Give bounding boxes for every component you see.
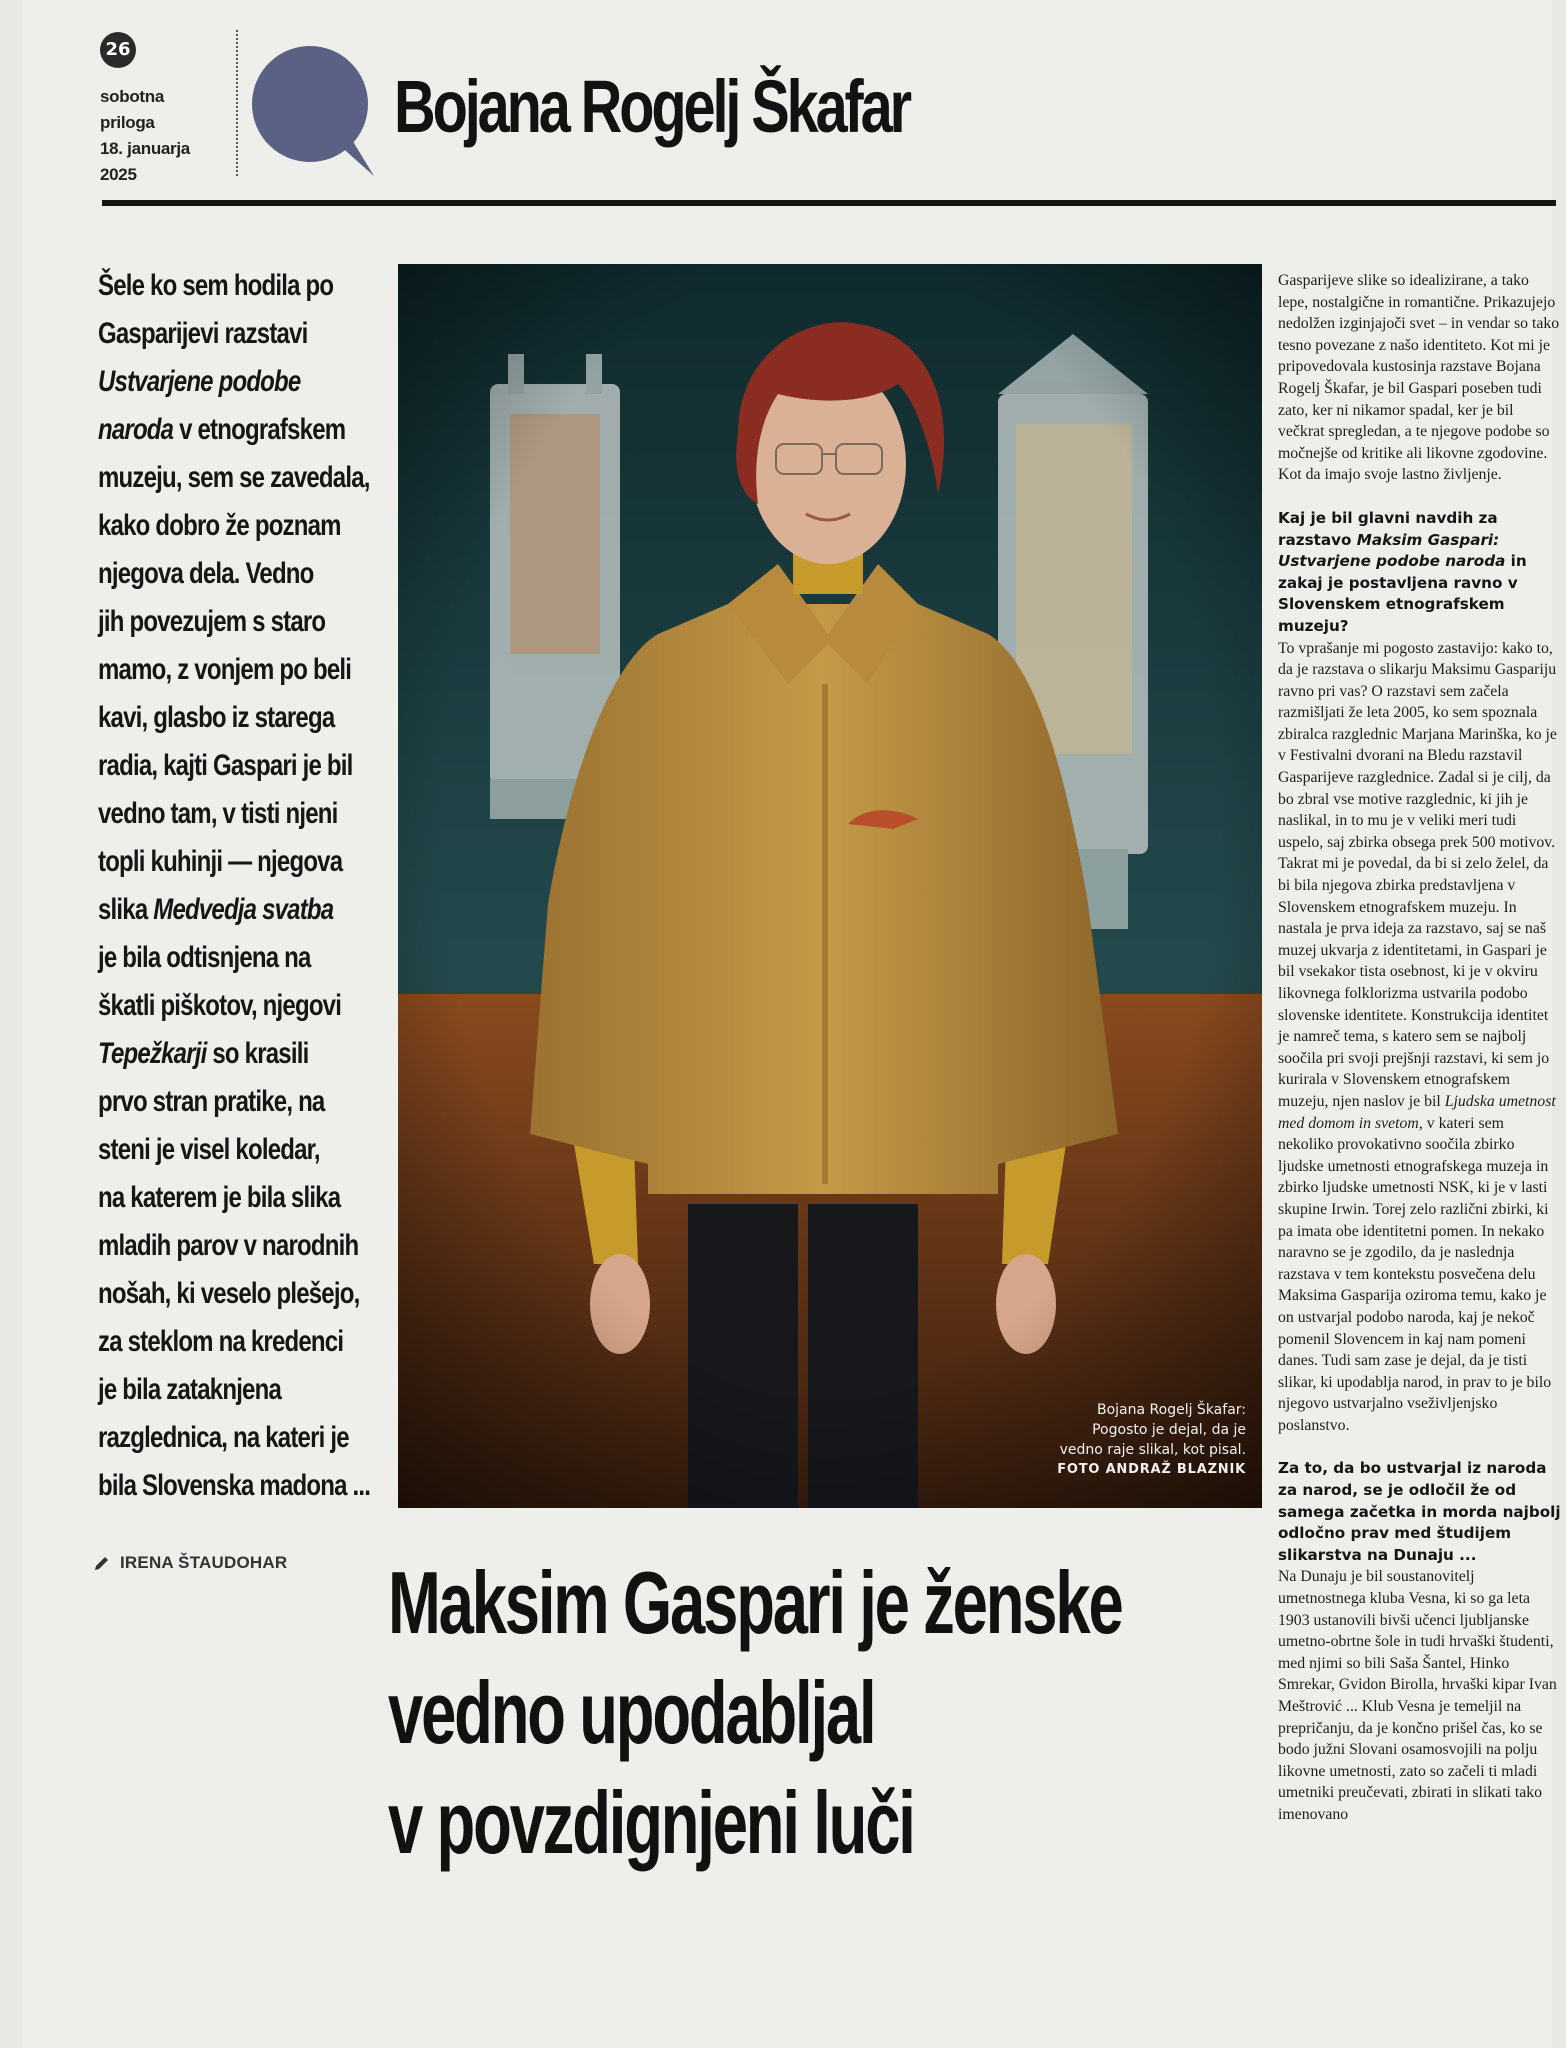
newspaper-page bbox=[22, 0, 1561, 2048]
lead-line: vedno tam, v tisti njeni bbox=[98, 797, 338, 830]
article-body bbox=[1278, 270, 1562, 1826]
lead-line: je bila odtisnjena na bbox=[98, 941, 311, 974]
lead-line: Gasparijevi razstavi bbox=[98, 317, 308, 350]
lead-line: bila Slovenska madona ... bbox=[98, 1469, 371, 1502]
lead-line: nošah, ki veselo plešejo, bbox=[98, 1277, 360, 1310]
lead-line: mladih parov v narodnih bbox=[98, 1229, 359, 1262]
lead-line: steni je visel koledar, bbox=[98, 1133, 320, 1166]
lead-line: slika Medvedja svatba bbox=[98, 893, 334, 926]
byline bbox=[92, 1553, 287, 1573]
interview-answer: To vprašanje mi pogosto zastavijo: kako to, da je razstava o slikarju Maksimu Gaspariju ravno pri vas? O razstavi sem začela razmišljati že leta 2005, ko sem spoznala zbiralca razglednic Marjana Marinška, ko je v Festivalni dvorani na Bledu razstavil Gasparijeve razglednice. Zadal si je cilj, da bo zbral vse motive razglednic, ki jih je naslikal, in to mu je v veliki meri tudi uspelo, saj zbirka obsega prek 500 motivov. Takrat mi je povedal, da bi si zelo želel, da bi bila njegova zbirka predstavljena v Slovenskem etnografskem muzeju. In nastala je prva ideja za razstavo, saj se naš muzej ukvarja z identitetami, in Gaspari je bil vsekakor tista osebnost, ki je v okviru likovnega folklorizma ustvarila podobo slovenske identitete. Konstrukcija identitet je namreč tema, s katero sem se najbolj soočila pri svoji prejšnji razstavi, ki sem jo kurirala v Slovenskem etnografskem muzeju, njen naslov je bil Ljudska umetnost med domom in svetom, v kateri sem nekoliko provokativno soočila zbirko ljudske umetnosti etnografskega muzeja in zbirko ljudske umetnosti NSK, ki je v lasti skupine Irwin. Torej zelo različni zbirki, ki pa imata obe identitetni pomen. In nekako naravno se je zgodilo, da je naslednja razstava v tem kontekstu posvečena delu Maksima Gasparija oziroma temu, kako je on ustvarjal podobo naroda, kaj je nekoč pomenil Slovencem in kaj nam pomeni danes. Tudi sam zase je dejal, da je tisti slikar, ki upodablja narod, in prav to je bilo njegovo ustvarjalno vseživljenjsko poslanstvo. bbox=[1278, 639, 1557, 1434]
header-rule bbox=[102, 200, 1556, 206]
issue-line: priloga bbox=[100, 113, 155, 132]
lead-line: škatli piškotov, njegovi bbox=[98, 989, 342, 1022]
lead-line: za steklom na kredenci bbox=[98, 1325, 344, 1358]
lead-line: naroda v etnografskem bbox=[98, 413, 346, 446]
photo-caption bbox=[1006, 1400, 1246, 1480]
lead-line: topli kuhinji — njegova bbox=[98, 845, 343, 878]
issue-line: sobotna bbox=[100, 87, 165, 106]
body-paragraph: Gasparijeve slike so idealizirane, a tako lepe, nostalgične in romantične. Prikazujejo nedolžen izginjajoči svet – in vendar so tako tesno povezane z našo identiteto. Kot mi je pripovedovala kustosinja razstave Bojana Rogelj Škafar, je bil Gaspari poseben tudi zato, ker ni nikamor spadal, ker je bil večkrat spregledan, a te njegove podobe so močnejše od kritike ali likovne zgodovine. Kot da imajo svoje lastno življenje. bbox=[1278, 272, 1560, 484]
lead-line: kavi, glasbo iz starega bbox=[98, 701, 335, 734]
author-byline: IRENA ŠTAUDOHAR bbox=[120, 1553, 288, 1572]
page-number: 26 bbox=[100, 32, 136, 68]
caption-line: Bojana Rogelj Škafar: bbox=[1097, 1402, 1246, 1418]
pen-icon bbox=[92, 1553, 112, 1573]
interviewee-name: Bojana Rogelj Škafar bbox=[394, 65, 909, 148]
caption-line: vedno raje slikal, kot pisal. bbox=[1059, 1442, 1246, 1458]
lead-line: jih povezujem s staro bbox=[98, 605, 326, 638]
interview-question: Kaj je bil glavni navdih za razstavo Maksim Gaspari: Ustvarjene podobe naroda in zakaj je postavljena ravno v Slovenskem etnografskem muzeju? bbox=[1278, 508, 1527, 635]
issue-date: 18. januarja 2025 bbox=[100, 139, 190, 184]
lead-paragraph bbox=[98, 262, 408, 1510]
photo-credit: FOTO ANDRAŽ BLAZNIK bbox=[1057, 1462, 1246, 1477]
lead-line: razglednica, na kateri je bbox=[98, 1421, 349, 1454]
header-divider bbox=[236, 30, 238, 176]
lead-line: Tepežkarji so krasili bbox=[98, 1037, 309, 1070]
lead-line: prvo stran pratike, na bbox=[98, 1085, 325, 1118]
headline-line: v povzdignjeni luči bbox=[388, 1773, 914, 1872]
lead-line: kako dobro že poznam bbox=[98, 509, 341, 542]
lead-line: mamo, z vonjem po beli bbox=[98, 653, 352, 686]
caption-line: Pogosto je dejal, da je bbox=[1092, 1422, 1246, 1438]
interview-question: Za to, da bo ustvarjal iz naroda za narod, se je odločil že od samega začetka in morda najbolj odločno prav med študijem slikarstva na Dunaju ... bbox=[1278, 1459, 1561, 1564]
lead-line: na katerem je bila slika bbox=[98, 1181, 341, 1214]
lead-line: radia, kajti Gaspari je bil bbox=[98, 749, 353, 782]
article-headline bbox=[388, 1548, 1288, 1878]
lead-line: je bila zataknjena bbox=[98, 1373, 282, 1406]
portrait-photo bbox=[398, 264, 1262, 1508]
issue-info bbox=[100, 84, 230, 188]
interview-answer: Na Dunaju je bil soustanovitelj umetnostnega kluba Vesna, ki so ga leta 1903 ustanovili bivši učenci ljubljanske umetno-obrtne šole in tudi hrvaški študenti, med njimi so bili Saša Šantel, Hinko Smrekar, Gvidon Birolla, hrvaški kipar Ivan Meštrović ... Klub Vesna je temeljil na prepričanju, da je končno prišel čas, ko se bodo južni Slovani osamosvojili na polju likovne umetnosti, zato so začeli ti mladi umetniki preučevati, zbirati in slikati tako imenovano bbox=[1278, 1568, 1557, 1823]
headline-line: Maksim Gaspari je ženske bbox=[388, 1553, 1122, 1652]
headline-line: vedno upodabljal bbox=[388, 1663, 875, 1762]
lead-line: Ustvarjene podobe bbox=[98, 365, 301, 398]
portrait-illustration bbox=[398, 264, 1262, 1508]
lead-line: muzeju, sem se zavedala, bbox=[98, 461, 370, 494]
lead-line: njegova dela. Vedno bbox=[98, 557, 314, 590]
speech-bubble-icon bbox=[250, 40, 376, 180]
lead-line: Šele ko sem hodila po bbox=[98, 269, 334, 302]
